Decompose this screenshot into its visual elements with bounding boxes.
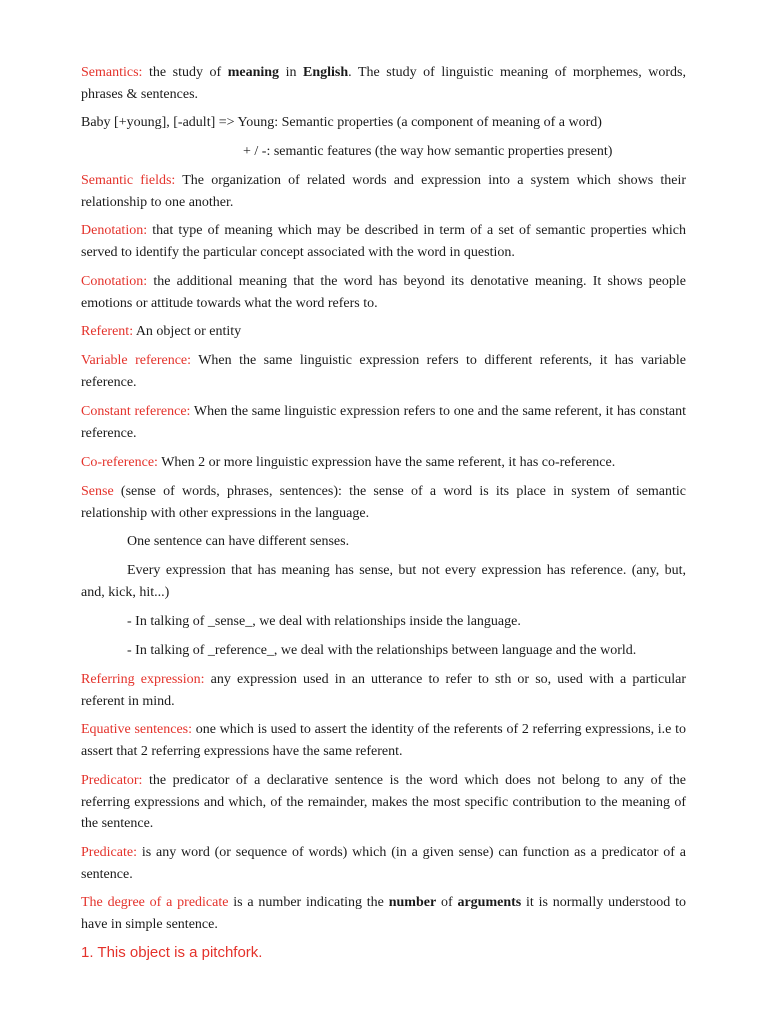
degree-term: The degree of a predicate <box>81 895 229 910</box>
denotation-text: that type of meaning which may be described in term of a set of semantic properties which served to identify the particular concept associated with the word in question. <box>81 223 686 260</box>
semantics-bold-meaning: meaning <box>227 65 280 80</box>
equative-sentences-paragraph <box>81 719 686 762</box>
referent-paragraph <box>81 321 686 343</box>
referent-term: Referent: <box>81 324 134 339</box>
semantics-text: in <box>279 65 304 80</box>
sense-term: Sense <box>81 484 114 499</box>
predicate-term: Predicate: <box>81 845 137 860</box>
constant-reference-term: Constant reference: <box>81 404 191 419</box>
constant-reference-paragraph <box>81 401 686 444</box>
predicator-text: the predicator of a declarative sentence is the word which does not belong to any of the referring expressions and which, of the remainder, makes the most specific contribution to the meaning of the sentence. <box>81 773 686 831</box>
semantics-term: Semantics: <box>81 65 143 80</box>
semantic-fields-text: The organization of related words and expression into a system which shows their relationship to one another. <box>81 173 686 210</box>
referring-expression-term: Referring expression: <box>81 672 205 687</box>
conotation-paragraph <box>81 271 686 314</box>
semantic-fields-paragraph <box>81 170 686 213</box>
sense-text: (sense of words, phrases, sentences): the sense of a word is its place in system of semantic relationship with other expressions in the language. <box>81 484 686 521</box>
referring-expression-text: any expression used in an utterance to refer to sth or so, used with a particular referent in mind. <box>81 672 686 709</box>
degree-text: is a number indicating the <box>228 895 389 910</box>
variable-reference-text: When the same linguistic expression refers to different referents, it has variable reference. <box>81 353 686 390</box>
semantic-features-line: + / -: semantic features (the way how semantic properties present) <box>243 144 613 159</box>
equative-sentences-text: one which is used to assert the identity of the referents of 2 referring expressions, i.e to assert that 2 referring expressions have the same referent. <box>81 722 686 759</box>
sense-line-2: Every expression that has meaning has sense, but not every expression has reference. (any, but, and, kick, hit...) <box>81 563 686 600</box>
semantic-fields-term: Semantic fields: <box>81 173 176 188</box>
co-reference-term: Co-reference: <box>81 455 158 470</box>
sense-line-3: - In talking of _sense_, we deal with relationships inside the language. <box>127 614 521 629</box>
predicate-text: is any word (or sequence of words) which (in a given sense) can function as a predicator of a sentence. <box>81 845 686 882</box>
semantics-text: the study of <box>142 65 228 80</box>
predicator-term: Predicator: <box>81 773 143 788</box>
denotation-term: Denotation: <box>81 223 148 238</box>
equative-sentences-term: Equative sentences: <box>81 722 193 737</box>
variable-reference-term: Variable reference: <box>81 353 192 368</box>
semantics-text: . The study of linguistic meaning of morphemes, words, phrases & sentences. <box>81 65 686 102</box>
example-sentence: 1. This object is a pitchfork. <box>81 944 263 961</box>
referent-text: An object or entity <box>133 324 242 339</box>
co-reference-text: When 2 or more linguistic expression have the same referent, it has co-reference. <box>157 455 616 470</box>
degree-text: it is normally understood to have in simple sentence. <box>81 895 687 932</box>
constant-reference-text: When the same linguistic expression refers to one and the same referent, it has constant reference. <box>81 404 686 441</box>
degree-text: of <box>436 895 458 910</box>
semantics-bold-english: English <box>303 65 349 80</box>
predicator-paragraph <box>81 770 686 835</box>
sense-line-4: - In talking of _reference_, we deal with the relationships between language and the world. <box>127 643 637 658</box>
conotation-term: Conotation: <box>81 274 148 289</box>
baby-example-line: Baby [+young], [-adult] => Young: Semantic properties (a component of meaning of a word) <box>81 115 602 130</box>
denotation-paragraph <box>81 220 686 263</box>
variable-reference-paragraph <box>81 350 686 393</box>
predicate-paragraph <box>81 842 686 885</box>
conotation-text: the additional meaning that the word has beyond its denotative meaning. It shows people emotions or attitude towards what the word refers to. <box>81 274 686 311</box>
co-reference-paragraph <box>81 452 686 474</box>
referring-expression-paragraph <box>81 669 686 712</box>
semantics-paragraph <box>81 62 686 105</box>
degree-paragraph <box>81 892 686 935</box>
sense-line-1: One sentence can have different senses. <box>127 534 350 549</box>
degree-bold-arguments: arguments <box>457 895 522 910</box>
degree-bold-number: number <box>388 895 437 910</box>
sense-paragraph <box>81 481 686 524</box>
